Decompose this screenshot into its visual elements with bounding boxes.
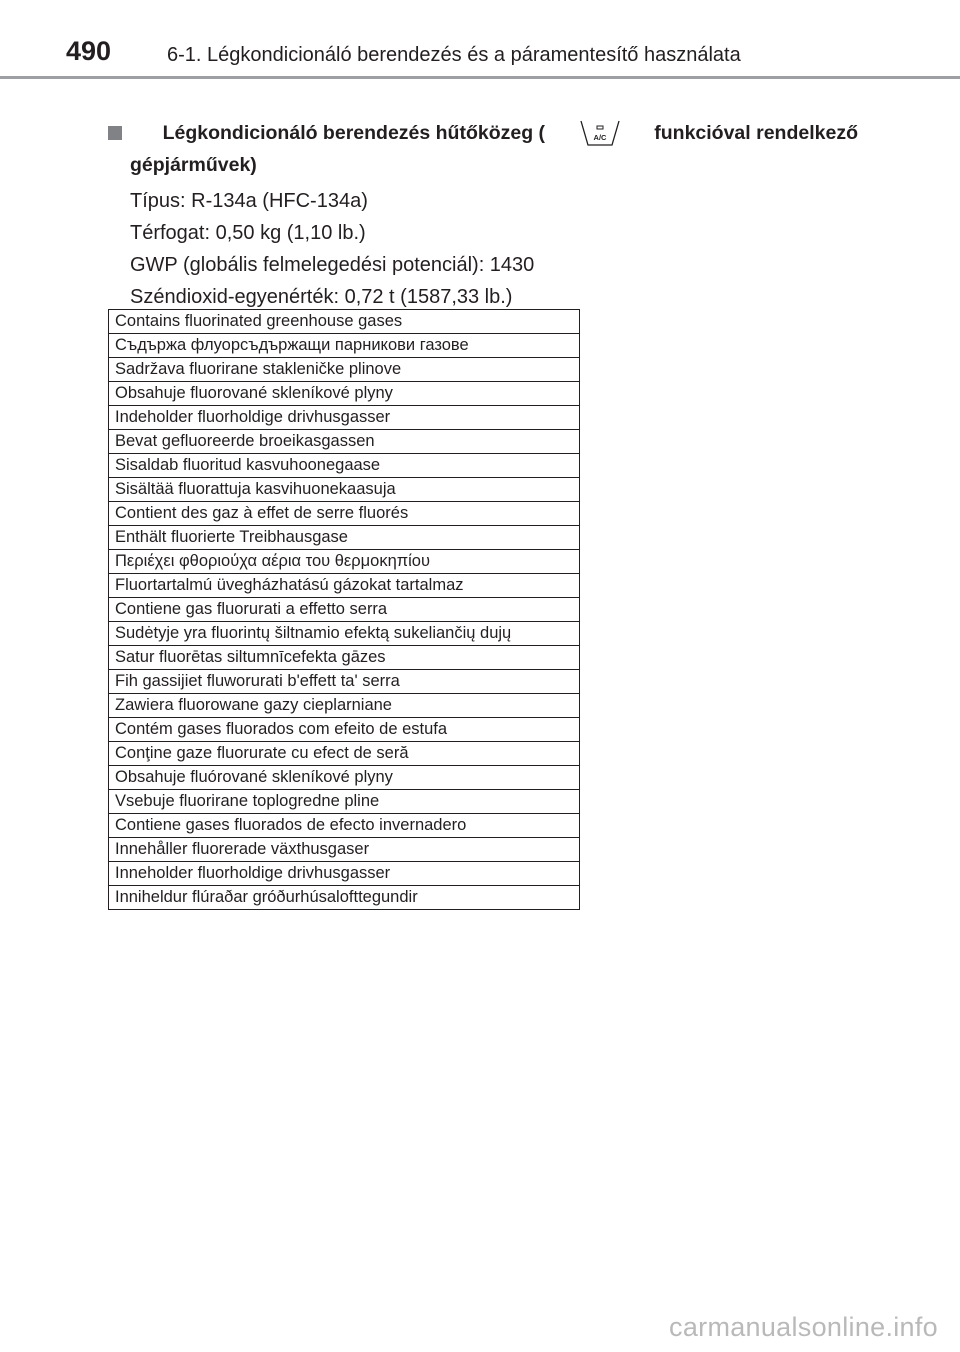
table-row (109, 478, 580, 502)
page-header (0, 0, 960, 80)
table-cell: Enthält fluorierte Treibhausgase (109, 526, 580, 550)
refrigerant-section (108, 118, 858, 313)
table-row (109, 598, 580, 622)
table-row (109, 838, 580, 862)
table-cell: Sisaldab fluoritud kasvuhoonegaase (109, 454, 580, 478)
table-cell: Obsahuje fluorované skleníkové plyny (109, 382, 580, 406)
svg-text:A/C: A/C (593, 133, 607, 142)
table-row (109, 646, 580, 670)
table-row (109, 358, 580, 382)
table-row (109, 766, 580, 790)
table-cell: Contiene gas fluorurati a effetto serra (109, 598, 580, 622)
chapter-title: 6-1. Légkondicionáló berendezés és a páramentesítő használata (167, 44, 741, 66)
table-cell: Contains fluorinated greenhouse gases (109, 310, 580, 334)
table-cell: Sadržava fluorirane stakleničke plinove (109, 358, 580, 382)
table-cell: Satur fluorētas siltumnīcefekta gāzes (109, 646, 580, 670)
table-row (109, 334, 580, 358)
heading-text-end: funkcióval rendelkező (654, 121, 858, 144)
table-cell: Indeholder fluorholdige drivhusgasser (109, 406, 580, 430)
table-cell: Contém gases fluorados com efeito de estufa (109, 718, 580, 742)
refrigerant-specs (108, 185, 858, 313)
table-row (109, 454, 580, 478)
table-row (109, 550, 580, 574)
table-row (109, 862, 580, 886)
table-cell: Innehåller fluorerade växthusgaser (109, 838, 580, 862)
watermark: carmanualsonline.info (669, 1312, 938, 1342)
table-cell: Conţine gaze fluorurate cu efect de seră (109, 742, 580, 766)
page-number: 490 (66, 36, 112, 66)
table-row (109, 814, 580, 838)
table-row (109, 622, 580, 646)
table-cell: Inneholder fluorholdige drivhusgasser (109, 862, 580, 886)
table-cell: Bevat gefluoreerde broeikasgassen (109, 430, 580, 454)
table-row (109, 406, 580, 430)
table-cell: Съдържа флуорсъдържащи парникови газове (109, 334, 580, 358)
spec-gwp: GWP (globális felmelegedési potenciál): 1430 (130, 254, 535, 276)
heading-text-start: Légkondicionáló berendezés hűtőközeg ( (162, 121, 546, 144)
header-divider (0, 76, 960, 79)
square-bullet-icon (108, 126, 122, 140)
table-cell: Fluortartalmú üvegházhatású gázokat tartalmaz (109, 574, 580, 598)
table-cell: Περιέχει φθοριούχα αέρια του θερμοκηπίου (109, 550, 580, 574)
table-row (109, 790, 580, 814)
table-row (109, 502, 580, 526)
table-cell: Sisältää fluorattuja kasvihuonekaasuja (109, 478, 580, 502)
section-heading-continued: gépjárművek) (130, 154, 257, 176)
table-row (109, 742, 580, 766)
table-row (109, 574, 580, 598)
spec-type: Típus: R-134a (HFC-134a) (130, 190, 368, 212)
ac-button-icon (578, 117, 622, 149)
table-cell: Inniheldur flúraðar gróðurhúsalofttegundir (109, 886, 580, 910)
table-cell: Sudėtyje yra fluorintų šiltnamio efektą sukeliančių dujų (109, 622, 580, 646)
table-row (109, 886, 580, 910)
section-heading (108, 118, 858, 148)
table-cell: Obsahuje fluórované skleníkové plyny (109, 766, 580, 790)
table-row (109, 670, 580, 694)
spec-co2-equivalent: Széndioxid-egyenérték: 0,72 t (1587,33 lb.) (130, 286, 513, 308)
table-row (109, 310, 580, 334)
table-row (109, 694, 580, 718)
table-row (109, 718, 580, 742)
spec-volume: Térfogat: 0,50 kg (1,10 lb.) (130, 222, 366, 244)
table-row (109, 382, 580, 406)
table-cell: Contiene gases fluorados de efecto invernadero (109, 814, 580, 838)
table-cell: Contient des gaz à effet de serre fluorés (109, 502, 580, 526)
table-row (109, 526, 580, 550)
table-cell: Fih gassijiet fluworurati b'effett ta' serra (109, 670, 580, 694)
table-row (109, 430, 580, 454)
fluorinated-gas-label-table (108, 309, 580, 910)
table-cell: Zawiera fluorowane gazy cieplarniane (109, 694, 580, 718)
table-cell: Vsebuje fluorirane toplogredne pline (109, 790, 580, 814)
